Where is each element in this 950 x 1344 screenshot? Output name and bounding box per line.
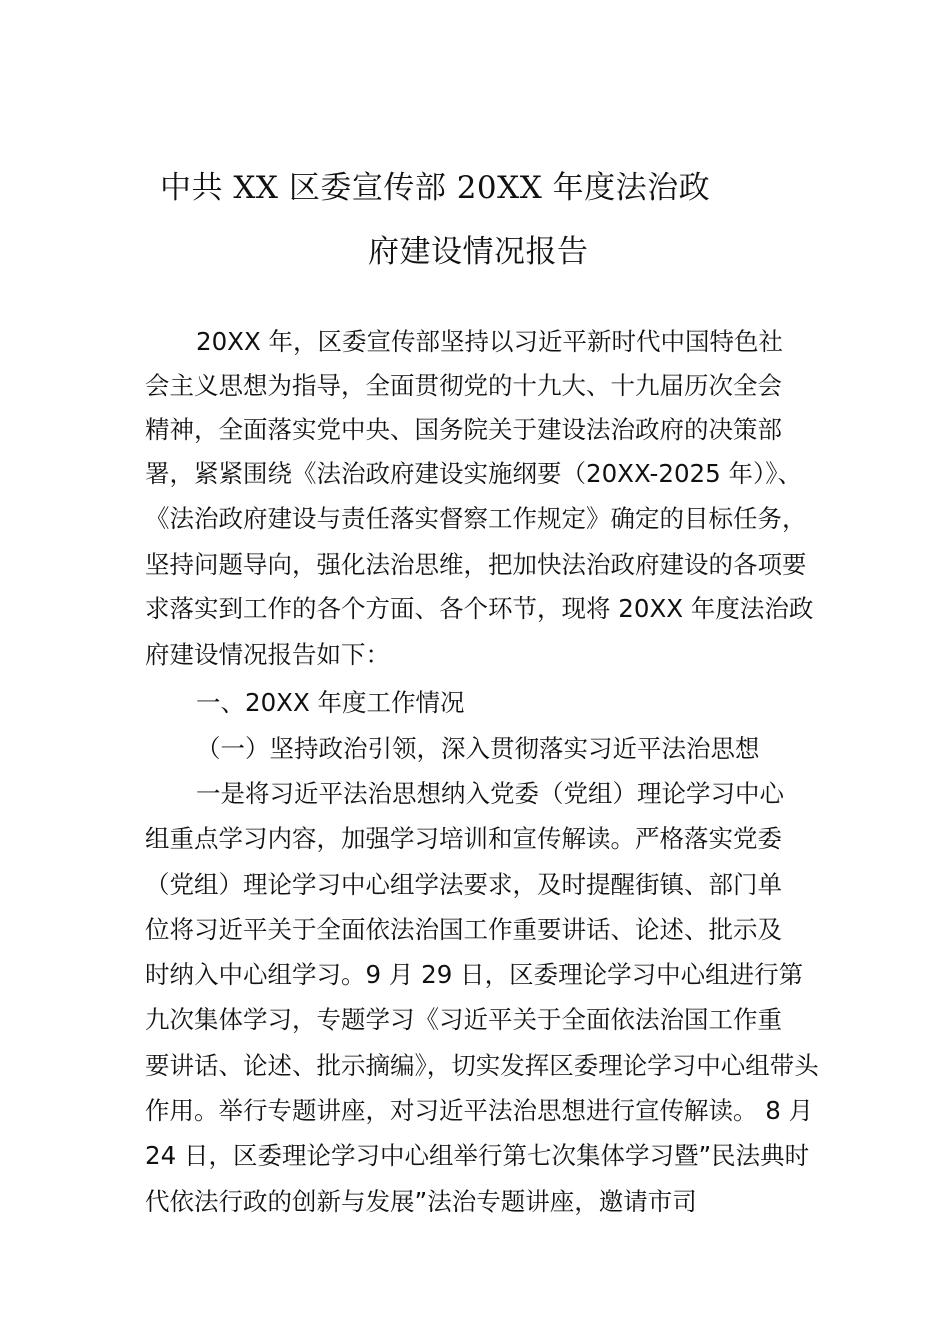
paragraph-line: 府建设情况报告如下： [145,640,390,669]
paragraph-line: 精神，全面落实党中央、国务院关于建设法治政府的决策部 [145,415,782,444]
paragraph-line: 代依法行政的创新与发展”法治专题讲座，邀请市司 [145,1187,697,1216]
section-heading: 一、20XX 年度工作情况 [196,688,465,717]
paragraph-line: 坚持问题导向，强化法治思维，把加快法治政府建设的各项要 [145,550,807,579]
paragraph-line: 求落实到工作的各个方面、各个环节，现将 20XX 年度法治政 [145,594,814,623]
paragraph-line: 作用。举行专题讲座，对习近平法治思想进行宣传解读。 8 月 [145,1096,814,1125]
paragraph-line: 24 日，区委理论学习中心组举行第七次集体学习暨”民法典时 [145,1141,810,1170]
paragraph-line: 一是将习近平法治思想纳入党委（党组）理论学习中心 [196,779,784,808]
paragraph-line: 20XX 年，区委宣传部坚持以习近平新时代中国特色社 [196,327,784,356]
paragraph-line: 位将习近平关于全面依法治国工作重要讲话、论述、批示及 [145,915,782,944]
paragraph-line: 《法治政府建设与责任落实督察工作规定》确定的目标任务， [145,504,807,533]
paragraph-line: 组重点学习内容，加强学习培训和宣传解读。严格落实党委 [145,824,782,853]
paragraph-line: 时纳入中心组学习。9 月 29 日，区委理论学习中心组进行第 [145,960,804,989]
paragraph-line: （党组）理论学习中心组学法要求，及时提醒街镇、部门单 [145,870,782,899]
paragraph-line: 署，紧紧围绕《法治政府建设实施纲要（20XX-2025 年）》、 [145,459,802,488]
paragraph-line: 会主义思想为指导，全面贯彻党的十九大、十九届历次全会 [145,371,782,400]
document-title-line-1: 中共 XX 区委宣传部 20XX 年度法治政 [160,170,711,206]
paragraph-line: 九次集体学习，专题学习《习近平关于全面依法治国工作重 [145,1005,782,1034]
subsection-heading: （一）坚持政治引领，深入贯彻落实习近平法治思想 [196,734,760,763]
document-title-line-2: 府建设情况报告 [368,234,589,270]
paragraph-line: 要讲话、论述、批示摘编》，切实发挥区委理论学习中心组带头 [145,1051,819,1080]
